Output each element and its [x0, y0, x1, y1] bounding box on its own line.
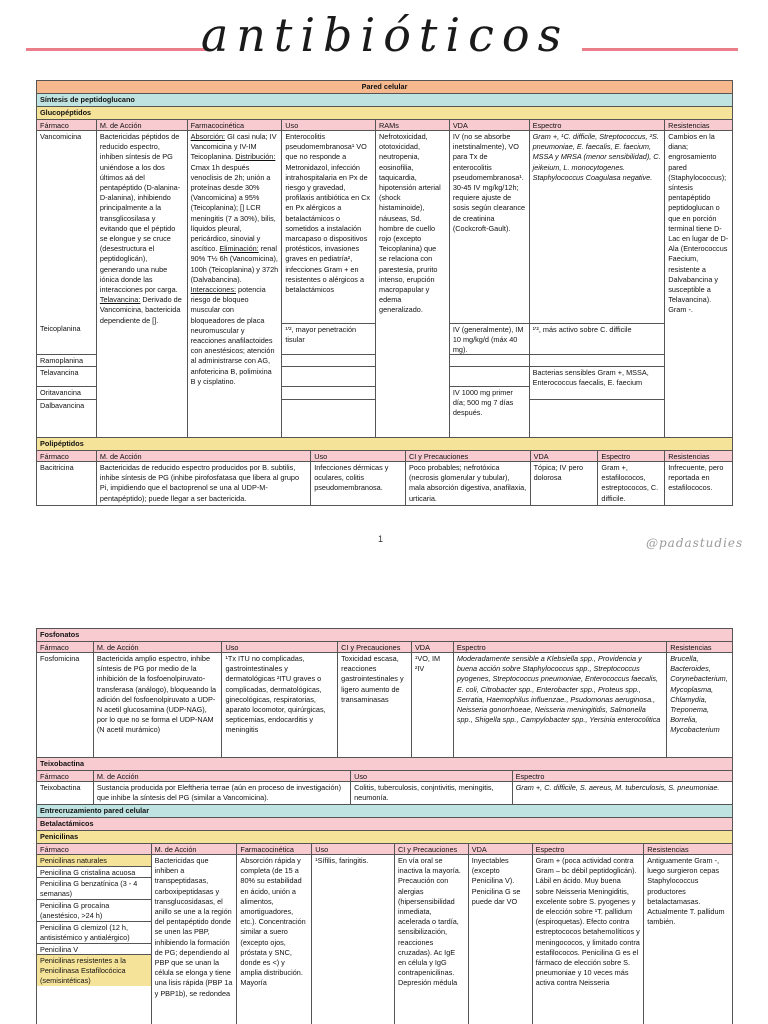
spectrum-cell: Moderadamente sensible a Klebsiella spp., Providencia y buena acción sobre Staphylococcus spp., Streptococcus pyogenes, Streptococcus pneumoniae, Enterococcus faecalis, E. coli, Citrobacter spp., Enterobacter spp., Proteus spp., Serratia, Haemophilus influenzae., Psudomonas aeruginosa., Neisseria gonorrhoeae, Neisseria meningitidis, Salmonella spp., Shigella spp., Campylobacter spp., Yersinia enterocolitica — [453, 653, 666, 757]
column-header: Uso — [310, 451, 405, 461]
use-column — [281, 131, 375, 437]
empty-cell — [450, 366, 529, 386]
column-header: M. de Acción — [151, 844, 237, 854]
drug-name: Penicilina G clemizol (12 h, antisistémico y antialérgico) — [37, 921, 151, 943]
column-header: M. de Acción — [96, 120, 187, 130]
column-header: Farmacocinética — [236, 844, 311, 854]
decorative-line-right — [582, 48, 738, 51]
drug-name: Bacitricina — [40, 463, 74, 472]
table-row — [37, 781, 732, 804]
column-header: Uso — [311, 844, 394, 854]
group-teixobactina: Teixobactina — [37, 758, 732, 770]
absorption-text: GI casi nula; IV Vancomicina y IV-IM Teicoplanina. — [190, 132, 277, 162]
empty-cell — [282, 366, 375, 386]
column-header: Fármaco — [37, 642, 93, 652]
use-cell: ¹Tx ITU no complicadas, gastrointestinales y dermatológicas ²ITU graves o complicadas, dermatológicas, ginecológicas, respiratorias, aparato locomotor, quirúrgicas, septicemias, endocarditis y meningitis — [221, 653, 337, 757]
drug-name: Penicilina G benzatínica (3 - 4 semanas) — [37, 877, 151, 899]
use-cell: Infecciones dérmicas y oculares, colitis pseudomembranosa. — [310, 462, 405, 505]
mechanism-cell — [96, 131, 187, 437]
column-header: M. de Acción — [93, 771, 350, 781]
contraindications-cell: Poco probables; nefrotóxica (necrosis glomerular y tubular), mala absorción digestiva, anafilaxia, urticaria. — [405, 462, 530, 505]
header-row — [37, 450, 732, 461]
drug-name-highlighted: Penicilinas resistentes a la Penicilinasa Estafilocócica (semisintéticas) — [37, 954, 151, 986]
pharmacokinetics-cell: Absorción rápida y completa (de 15 a 80% su estabilidad en ácido, unión a alimentos, amortiguadores, etc.). Concentración similar a suero (excepto ojos, próstata y SNC, donde es <) y amplia distribución. Mayoría — [236, 855, 311, 1024]
mechanism-cell: Bactericidas de reducido espectro producidos por B. subtilis, inhibe síntesis de PG (inhibe pirofosfatasa que libera al grupo Pi, impidiendo que el bactoprenol se una al UDP-M-pentapéptido); puede llegar a ser bactericida. — [96, 462, 310, 505]
column-header: Uso — [281, 120, 375, 130]
drug-name: Penicilina G cristalina acuosa — [37, 866, 151, 877]
header-row — [37, 641, 732, 652]
contraindications-cell: Toxicidad escasa, reacciones gastrointestinales y ligero aumento de transaminasas — [337, 653, 411, 757]
column-header: CI y Precauciones — [405, 451, 530, 461]
table-row — [37, 461, 732, 505]
drug-name: Oritavancina — [37, 386, 96, 399]
subsection-sintesis-peptidoglucano: Síntesis de peptidoglucano — [37, 94, 732, 106]
group-penicilinas: Penicilinas — [37, 831, 732, 843]
table-row — [37, 854, 732, 1024]
drug-name: Teicoplanina — [40, 324, 81, 333]
page-header — [0, 0, 768, 78]
column-header: VDA — [530, 451, 598, 461]
drug-name: Telavancina — [37, 366, 96, 386]
vda-cell: ¹VO, IM ²IV — [411, 653, 453, 757]
drug-name: Penicilina G procaína (anestésico, >24 h) — [37, 899, 151, 921]
column-header: RAMs — [375, 120, 449, 130]
interactions-text: potencia riesgo de bloqueo muscular con bloqueadores de placa neuromuscular y reacciones anafilactoides con anestésicos; atención al administrarse con AG, anfotericina B, polimixina B y cisplatino. — [190, 285, 275, 386]
drug-name: Ramoplanina — [37, 354, 96, 366]
drug-name: Penicilina V — [37, 943, 151, 954]
vda-column — [449, 131, 529, 437]
page-number: 1 — [378, 534, 384, 544]
resistance-cell: Antiguamente Gram -, luego surgieron cepas Staphylococcus productores betalactamasas. Actualmente T. pallidum también. — [643, 855, 732, 1024]
table-cell-wall-crosslinking — [36, 628, 733, 1024]
column-header: Resistencias — [643, 844, 732, 854]
absorption-label: Absorción: — [190, 132, 226, 141]
vda-dalbavancina: IV 1000 mg primer día; 500 mg 7 días después. — [450, 386, 529, 437]
column-header: Farmacocinética — [187, 120, 282, 130]
drug-name: Teixobactina — [40, 783, 81, 792]
column-header: Fármaco — [37, 771, 93, 781]
column-header: Fármaco — [37, 844, 151, 854]
column-header: Espectro — [532, 844, 644, 854]
table-row — [37, 130, 732, 437]
spectrum-teicoplanina: ¹'², más activo sobre C. difficile — [530, 323, 665, 354]
spectrum-vancomicina: Gram +, ¹C. difficile, Streptococcus, ²S. pneumoniae, E. faecalis, E. faecium, MSSA y MRSA (menor sensibilidad), C. jeikeium, L. monocytogenes. Staphylococcus Coagulasa negative. — [532, 132, 661, 182]
column-header: Espectro — [597, 451, 664, 461]
rams-cell: Nefrotoxicidad, ototoxicidad, neutropenia, eosinofilia, taquicardia, hipotensión arterial (shock histaminoide), náuseas, Sd. hombre de cuello rojo (excepto Teicoplanina) que se relaciona con parestesia, prurito intenso, erupción macropapular y edema generalizado. — [375, 131, 449, 437]
telavancina-label: Telavancina: — [99, 295, 141, 305]
group-betalactamicos: Betalactámicos — [37, 818, 732, 830]
elimination-text: renal 90% T½ 6h (Vancomicina), 100h (Teicoplanina) y 372h (Dalvabancina). — [190, 244, 279, 284]
telavancina-text: Derivado de Vancomicina, bactericida dependiente de []. — [99, 295, 182, 325]
empty-cell — [282, 354, 375, 366]
column-header: VDA — [468, 844, 532, 854]
drug-name: Vancomicina — [40, 132, 82, 141]
distribution-label: Distribución: — [235, 152, 276, 162]
table-row — [37, 652, 732, 757]
column-header: CI y Precauciones — [337, 642, 411, 652]
spectrum-telavancina: Bacterias sensibles Gram +, MSSA, Enterococcus faecalis, E. faecium — [530, 366, 665, 399]
column-header: Uso — [350, 771, 512, 781]
column-header: VDA — [411, 642, 453, 652]
column-header: Resistencias — [666, 642, 732, 652]
use-cell: ¹Sífilis, faringitis. — [311, 855, 394, 1024]
resistance-cell: Brucella, Bacteroides, Corynebacterium, Mycoplasma, Chlamydia, Treponema, Borrelia, Mycobacterium — [666, 653, 732, 757]
column-header: CI y Precauciones — [394, 844, 468, 854]
page-title: antibióticos — [200, 8, 570, 62]
column-header: Uso — [221, 642, 337, 652]
resistance-cell: Cambios en la diana; engrosamiento pared (Staphylococcus); síntesis pentapéptido peptidoglucan o que en porción terminal tiene D-Lac en lugar de D-Ala (Enterococcus Faecium, resistente a Dalvabancina y susceptible a Telavancina). Gram -. — [664, 131, 732, 437]
distribution-text: Cmax 1h después venoclisis de 2h; unión a proteínas desde 30% (Vancomicina) a 95% (Teicoplanina); [] LCR meningitis (7 a 30%), bilis, líquidos pleural, pericárdico, sinovial y ascítico. — [190, 162, 276, 254]
header-row — [37, 843, 732, 854]
header-row — [37, 770, 732, 781]
table-glycopeptides — [36, 80, 733, 506]
spectrum-cell: Gram +, C. difficile, S. aereus, M. tuberculosis, S. pneumoniae. — [512, 782, 732, 804]
column-header: Fármaco — [37, 451, 96, 461]
mechanism-cell: Sustancia producida por Eleftheria terrae (aún en proceso de investigación) que inhibe la síntesis del PG (similar a Vancomicina). — [93, 782, 350, 804]
column-header: VDA — [449, 120, 529, 130]
use-vancomicina: Enterocolitis pseudomembranosa¹ VO que no responde a Metronidazol, infección intrahospitalaria en Px de riesgo y gravedad, profilaxis antibiótica en Cx en Px alérgicos a betalactámicos o sometidos a instalación marcapaso o dispositivos protésticos, invasiones graves en pediatría², infecciones Gram + en resistentes o alérgicos a betalactámicos — [285, 132, 371, 295]
column-header: M. de Acción — [93, 642, 222, 652]
drug-name: Fosfomicina — [40, 654, 80, 663]
empty-cell — [282, 386, 375, 399]
drug-column — [37, 855, 151, 1024]
drug-name-highlighted: Penicilinas naturales — [37, 855, 151, 866]
pharmacokinetics-cell — [187, 131, 282, 437]
column-header: Resistencias — [664, 120, 732, 130]
header-row — [37, 119, 732, 130]
spectrum-cell: Gram +, estafilococos, estreptococos, C. difficile. — [597, 462, 664, 505]
drug-column — [37, 131, 96, 437]
group-glucopeptidos: Glucopéptidos — [37, 107, 732, 119]
column-header: M. de Acción — [96, 451, 310, 461]
elimination-label: Eliminación: — [219, 244, 259, 254]
column-header: Espectro — [512, 771, 732, 781]
watermark: @padastudies — [646, 536, 744, 550]
mechanism-cell: Bactericida amplio espectro, inhibe síntesis de PG por medio de la inhibición de la fosfoenolpiruvato-transferasa (análogo), bloqueando la adición del fosfoenolpiruvato a UDP-N acetil glucosamina (UDP-NAG), por lo que no se forma el UDP-NAM (N acetil murámico) — [93, 653, 222, 757]
contraindications-cell: En vía oral se inactiva la mayoría. Precaución con alergias (hipersensibilidad inmediata, acelerada o tardía, sensibilización, reacciones cruzadas). Ac IgE en célula y IgG contrapenicilinas. Depresión médula — [394, 855, 468, 1024]
column-header: Fármaco — [37, 120, 96, 130]
column-header: Resistencias — [664, 451, 732, 461]
mechanism-text: Bactericidas péptidos de reducido espectro, inhiben síntesis de PG uniéndose a los dos últimos aá del pentapéptido (D-alanina-D-alanina), inhibiendo principalmente a la transglicosilasa y evitando que el péptido se elongue y se cruce (desestructura el peptidoglicán), generando una nube iónica donde las interacciones por carga. — [99, 132, 181, 295]
group-polipeptidos: Polipéptidos — [37, 438, 732, 450]
vda-cell: Tópica; IV pero dolorosa — [530, 462, 598, 505]
group-fosfonatos: Fosfonatos — [37, 629, 732, 641]
interactions-label: Interacciones: — [190, 285, 237, 295]
use-teicoplanina: ¹'², mayor penetración tisular — [282, 323, 375, 354]
empty-cell — [282, 399, 375, 437]
empty-cell — [530, 354, 665, 366]
resistance-cell: Infrecuente, pero reportada en estafilococos. — [664, 462, 732, 505]
use-cell: Colitis, tuberculosis, conjntivitis, meningitis, neumonía. — [350, 782, 512, 804]
section-title-entrecruzamiento: Entrecruzamiento pared celular — [37, 805, 732, 817]
vda-cell: Inyectables (excepto Penicilina V). Penicilina G se puede dar VO — [468, 855, 532, 1024]
vda-vancomicina: IV (no se absorbe inetstinalmente), VO para Tx de enterocolitis pseudomembranosa¹. 30-45 IV mg/kg/12h; requiere ajuste de sosis según clearance de creatinina (Cockcroft-Gault). — [452, 132, 526, 233]
spectrum-cell: Gram + (poca actividad contra Gram – bc débil peptidoglicán). Lábil en ácido. Muy buena sobre Neisseria Meningiditis, excelente sobre S. pyogenes y de elección sobre ¹T. pallidum (espiroquetas). Efecto contra estreptococos betahemolíticos y meningococos, y limitado contra estafilococos. Penicilina G es el fármaco de elección sobre S. pneumoniae y 10 veces más activa contra Neisseria — [532, 855, 644, 1024]
vda-teicoplanina: IV (generalmente), IM 10 mg/kg/d (máx 40 mg). — [450, 323, 529, 354]
column-header: Espectro — [529, 120, 665, 130]
empty-cell — [530, 399, 665, 437]
spectrum-column — [529, 131, 665, 437]
mechanism-cell: Bactericidas que inhiben a transpeptidasas, carboxipeptidasas y transglucosidasas, el anillo se une a la región del pentapéptido donde se unen las PBP, inhibiendo la formación de PG; dependiendo al PBP que se unan la célula se elonga y tiene una lisis rápida (PBP 1a y PBP1b), se redondea — [151, 855, 237, 1024]
section-title-pared-celular: Pared celular — [37, 81, 732, 93]
empty-cell — [450, 354, 529, 366]
drug-name: Dalbavancina — [37, 399, 96, 437]
column-header: Espectro — [453, 642, 666, 652]
